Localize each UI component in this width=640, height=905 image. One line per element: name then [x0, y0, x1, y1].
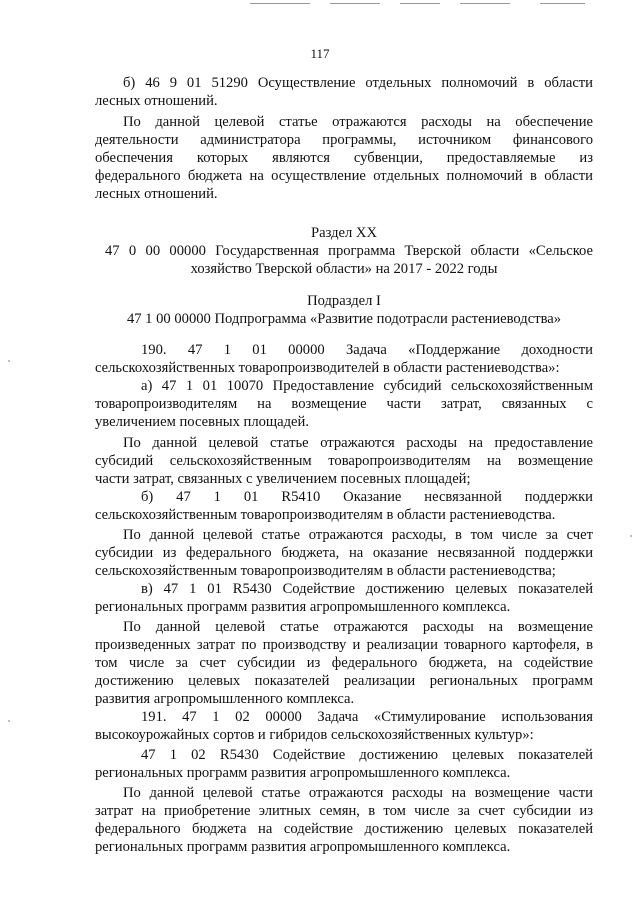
subsection-title: Подраздел I — [307, 293, 381, 309]
text-line: части затрат, связанных с увеличением посевных площадей; — [95, 471, 471, 487]
scan-dot — [8, 360, 10, 362]
text-line: По данной целевой статье отражаются расходы на обеспечение — [123, 114, 593, 130]
scan-artifact — [400, 3, 440, 4]
text-line: развития агропромышленного комплекса. — [95, 691, 355, 707]
text-line: 191. 47 1 02 00000 Задача «Стимулирование использования — [141, 709, 593, 725]
text-line: По данной целевой статье отражаются расходы на возмещение — [123, 619, 593, 635]
text-line: деятельности администратора программы, источником финансового — [95, 132, 593, 148]
text-line: высокоурожайных сортов и гибридов сельскохозяйственных культур»: — [95, 727, 534, 743]
scan-artifact — [460, 3, 510, 4]
program-title: 47 0 00 00000 Государственная программа Тверской области «Сельское — [105, 243, 593, 259]
text-line: обеспечения которых являются субвенции, предоставляемые из — [95, 150, 593, 166]
text-line: б) 47 1 01 R5410 Оказание несвязанной поддержки — [141, 489, 593, 505]
text-line: региональных программ развития агропромышленного комплекса. — [95, 765, 511, 781]
scan-dot — [8, 720, 10, 722]
text-line: произведенных затрат по производству и реализации товарного картофеля, в — [95, 637, 593, 653]
text-line: сельскохозяйственных товаропроизводителей в области растениеводства»: — [95, 360, 560, 376]
text-line: По данной целевой статье отражаются расходы, в том числе за счет — [123, 527, 593, 543]
text-line: товаропроизводителям на возмещение части затрат, связанных с — [95, 396, 593, 412]
text-line: лесных отношений. — [95, 186, 218, 202]
text-line: федерального бюджета на осуществление отдельных полномочий в области — [95, 168, 593, 184]
text-line: лесных отношений. — [95, 93, 218, 109]
text-line: По данной целевой статье отражаются расходы на возмещение части — [123, 785, 593, 801]
text-line: том числе за счет субсидии из федерального бюджета, на содействие — [95, 655, 593, 671]
text-line: увеличением посевных площадей. — [95, 414, 309, 430]
text-line: 190. 47 1 01 00000 Задача «Поддержание доходности — [141, 342, 593, 358]
scan-artifact — [540, 3, 585, 4]
text-line: сельскохозяйственным товаропроизводителям в области растениеводства; — [95, 563, 556, 579]
text-line: а) 47 1 01 10070 Предоставление субсидий сельскохозяйственным — [141, 378, 593, 394]
text-line: По данной целевой статье отражаются расходы на предоставление — [123, 435, 593, 451]
text-line: региональных программ развития агропромышленного комплекса. — [95, 839, 511, 855]
program-title-cont: хозяйство Тверской области» на 2017 - 2022 годы — [190, 261, 498, 277]
scan-dot — [630, 535, 632, 537]
text-line: затрат на приобретение элитных семян, в том числе за счет субсидии из — [95, 803, 593, 819]
text-line: в) 47 1 01 R5430 Содействие достижению целевых показателей — [141, 581, 593, 597]
subprogram-title: 47 1 00 00000 Подпрограмма «Развитие подотрасли растениеводства» — [126, 311, 562, 327]
text-line: субсидии из федерального бюджета, на оказание несвязанной поддержки — [95, 545, 593, 561]
text-line: б) 46 9 01 51290 Осуществление отдельных полномочий в области — [123, 75, 593, 91]
section-title: Раздел XX — [310, 225, 377, 241]
text-line: федерального бюджета на содействие достижению целевых показателей — [95, 821, 593, 837]
text-line: субсидий сельскохозяйственным товаропроизводителям на возмещение — [95, 453, 593, 469]
text-line: достижению целевых показателей реализации региональных программ — [95, 673, 593, 689]
text-line: сельскохозяйственным товаропроизводителям в области растениеводства. — [95, 507, 556, 523]
text-line: региональных программ развития агропромышленного комплекса. — [95, 599, 511, 615]
scan-artifact — [250, 3, 310, 4]
page-number: 117 — [310, 46, 330, 61]
scan-artifact — [330, 3, 380, 4]
text-line: 47 1 02 R5430 Содействие достижению целевых показателей — [141, 747, 593, 763]
